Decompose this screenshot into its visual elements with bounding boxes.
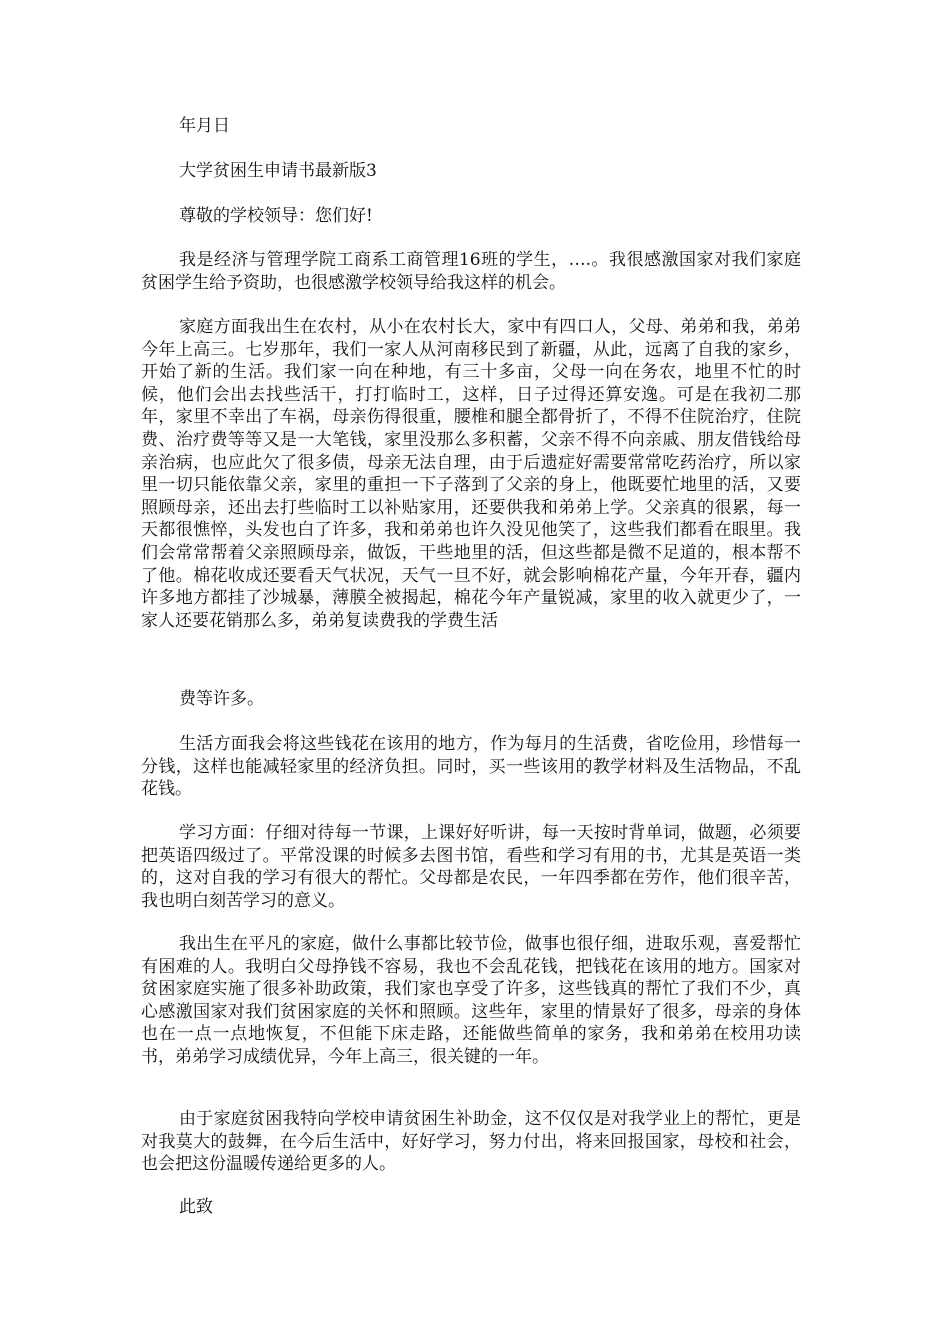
paragraph-family-continued: 费等许多。: [179, 689, 264, 709]
paragraph-background: 我出生在平凡的家庭，做什么事都比较节俭，做事也很仔细，进取乐观，喜爱帮忙有困难的人。我明白父母挣钱不容易，我也不会乱花钱，把钱花在该用的地方。国家对贫困家庭实施了很多补助政策，我们家也享受了许多，这些钱真的帮忙了我们不少，真心感激国家对我们贫困家庭的关怀和照顾。这些年，家里的情景好了很多，母亲的身体也在一点一点地恢复，不但能下床走路，还能做些简单的家务，我和弟弟在校用功读书，弟弟学习成绩优异，今年上高三，很关键的一年。: [141, 934, 801, 1067]
paragraph-living: 生活方面我会将这些钱花在该用的地方，作为每月的生活费，省吃俭用，珍惜每一分钱，这样也能减轻家里的经济负担。同时，买一些该用的教学材料及生活物品，不乱花钱。: [141, 734, 801, 800]
document-title: 大学贫困生申请书最新版3: [179, 161, 377, 181]
date-line: 年月日: [179, 116, 230, 136]
paragraph-request: 由于家庭贫困我特向学校申请贫困生补助金，这不仅仅是对我学业上的帮忙，更是对我莫大的鼓舞，在今后生活中，好好学习，努力付出，将来回报国家，母校和社会，也会把这份温暖传递给更多的人。: [141, 1109, 801, 1175]
closing: 此致: [179, 1197, 213, 1217]
paragraph-family: 家庭方面我出生在农村，从小在农村长大，家中有四口人，父母、弟弟和我，弟弟今年上高三。七岁那年，我们一家人从河南移民到了新疆，从此，远离了自我的家乡，开始了新的生活。我们家一向在种地，有三十多亩，父母一向在务农，地里不忙的时候，他们会出去找些活干，打打临时工，这样，日子过得还算安逸。可是在我初二那年，家里不幸出了车祸，母亲伤得很重，腰椎和腿全都骨折了，不得不住院治疗，住院费、治疗费等等又是一大笔钱，家里没那么多积蓄，父亲不得不向亲戚、朋友借钱给母亲治病，也应此欠了很多债，母亲无法自理，由于后遗症好需要常常吃药治疗，所以家里一切只能依靠父亲，家里的重担一下子落到了父亲的身上，他既要忙地里的活，又要照顾母亲，还出去打些临时工以补贴家用，还要供我和弟弟上学。父亲真的很累，每一天都很憔悴，头发也白了许多，我和弟弟也许久没见他笑了，这些我们都看在眼里。我们会常常帮着父亲照顾母亲，做饭，干些地里的活，但这些都是微不足道的，根本帮不了他。棉花收成还要看天气状况，天气一旦不好，就会影响棉花产量，今年开春，疆内许多地方都挂了沙城暴，薄膜全被揭起，棉花今年产量锐减，家里的收入就更少了，一家人还要花销那么多，弟弟复读费我的学费生活: [141, 317, 801, 631]
salutation: 尊敬的学校领导：您们好!: [179, 206, 373, 226]
paragraph-intro: 我是经济与管理学院工商系工商管理16班的学生，….。我很感激国家对我们家庭贫困学生给予资助，也很感激学校领导给我这样的机会。: [141, 250, 801, 293]
paragraph-study: 学习方面：仔细对待每一节课，上课好好听讲，每一天按时背单词，做题，必须要把英语四级过了。平常没课的时候多去图书馆，看些和学习有用的书，尤其是英语一类的，这对自我的学习有很大的帮忙。父母都是农民，一年四季都在劳作，他们很辛苦，我也明白刻苦学习的意义。: [141, 823, 801, 911]
